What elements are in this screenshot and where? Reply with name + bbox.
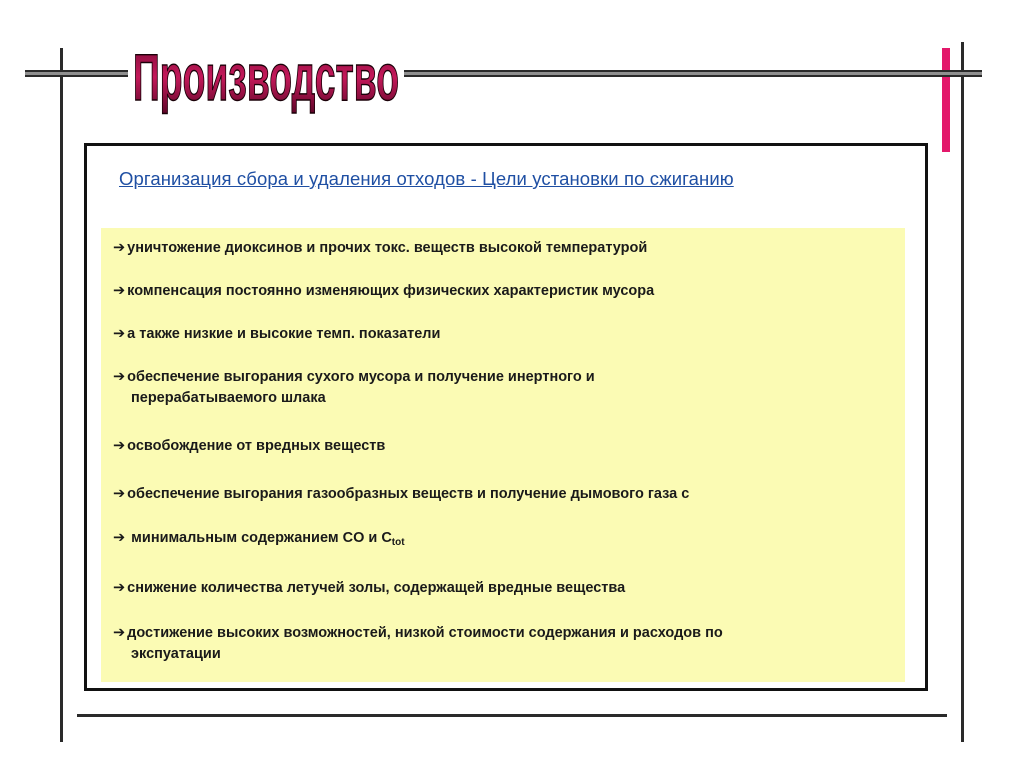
slide-title-art [130, 38, 402, 116]
content-box [84, 143, 928, 691]
slide-title [130, 38, 402, 116]
title-rule-left [25, 70, 128, 77]
arrow-icon: ➔ [113, 625, 126, 641]
arrow-icon: ➔ [113, 530, 126, 546]
list-item: ➔ обеспечение выгорания газообразных веществ и получение дымового газа с [113, 484, 913, 505]
arrow-icon: ➔ [113, 438, 126, 454]
list-item: ➔ достижение высоких возможностей, низкой стоимости содержания и расходов по экспуатации [113, 625, 723, 662]
frame-left-line [60, 48, 63, 742]
list-item: ➔ компенсация постоянно изменяющих физических характеристик мусора [113, 281, 913, 302]
arrow-icon: ➔ [113, 283, 126, 299]
list-item: ➔ уничтожение диоксинов и прочих токс. веществ высокой температурой [113, 238, 913, 259]
arrow-icon: ➔ [113, 580, 126, 596]
arrow-icon: ➔ [113, 369, 126, 385]
content-heading: Организация сбора и удаления отходов - Цели установки по сжиганию [119, 168, 734, 189]
list-item: ➔ освобождение от вредных веществ [113, 436, 913, 457]
arrow-icon: ➔ [113, 240, 126, 256]
footer-rule [77, 714, 947, 717]
list-item: ➔ а также низкие и высокие темп. показатели [113, 324, 913, 345]
slide-title-text: Производство [133, 40, 399, 114]
list-item: ➔ снижение количества летучей золы, содержащей вредные вещества [113, 578, 913, 599]
list-item: ➔ обеспечение выгорания сухого мусора и получение инертного и перерабатываемого шлака [113, 369, 595, 406]
arrow-icon: ➔ [113, 326, 126, 342]
list-item: ➔ минимальным содержанием CO и $C_{tot}$ [113, 530, 405, 548]
accent-bar [942, 48, 950, 152]
title-rule-right [404, 70, 982, 77]
frame-right-line [961, 42, 964, 742]
arrow-icon: ➔ [113, 486, 126, 502]
